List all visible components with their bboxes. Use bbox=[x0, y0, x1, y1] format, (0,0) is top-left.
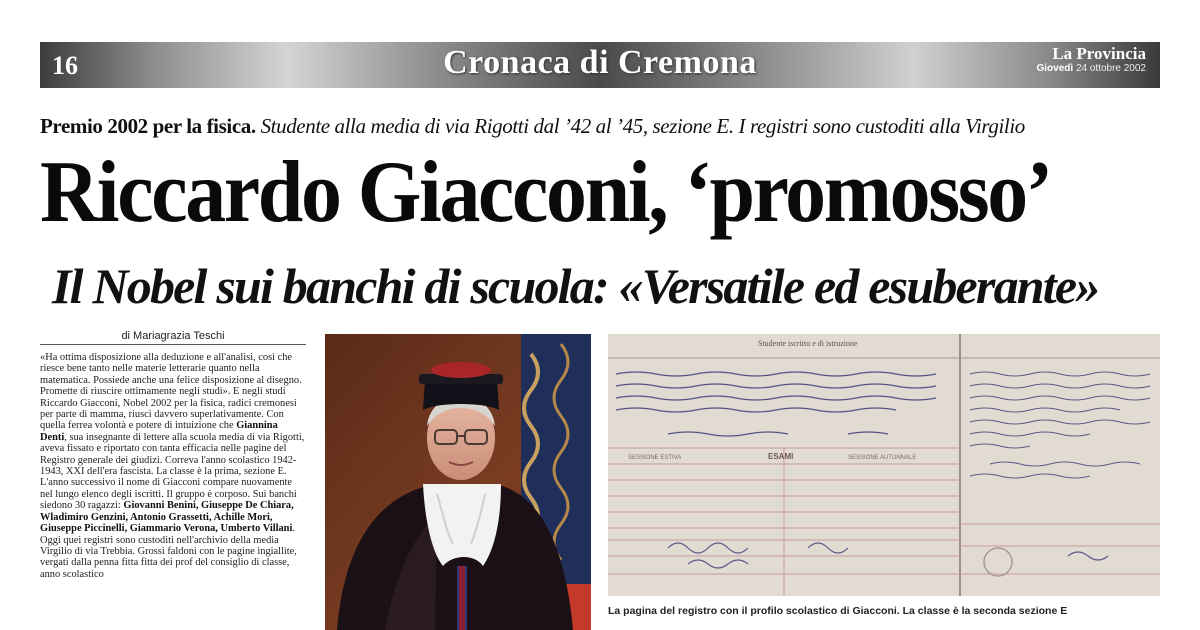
subheadline: Il Nobel sui banchi di scuola: «Versatile ed esuberante» bbox=[52, 258, 1099, 314]
issue-weekday: Giovedì bbox=[1036, 63, 1074, 74]
page-number: 16 bbox=[52, 51, 78, 80]
register-header-title: Studente iscritto e di istruzione bbox=[758, 339, 858, 348]
newspaper-name: La Provincia bbox=[1052, 44, 1146, 63]
register-caption: La pagina del registro con il profilo scolastico di Giacconi. La classe è la seconda sezione E bbox=[608, 605, 1068, 617]
school-register-photo bbox=[608, 334, 1160, 596]
kicker bbox=[40, 114, 1180, 139]
body-part-2: , sua insegnante di lettere alla scuola media di via Rigotti, aveva fissato e riportato con tanta efficacia nelle pagine del Registro generale dei giudizi. Correva l'anno scolastico 1942-1943, XXI dell'era fascista. La classe è la prima, sezione E. L'anno successivo il nome di Giacconi compare nuovamente nel lungo elenco degli iscritti. Il gruppo è corposo. Sui banchi siedono 30 ragazzi: bbox=[40, 431, 305, 512]
register-exams-label: ESAMI bbox=[768, 452, 794, 461]
giacconi-portrait-photo bbox=[325, 334, 591, 630]
article-body bbox=[40, 352, 306, 622]
headline: Riccardo Giacconi, ‘promosso’ bbox=[40, 144, 1051, 241]
register-summer-session: SESSIONE ESTIVA bbox=[628, 455, 682, 461]
section-title: Cronaca di Cremona bbox=[443, 44, 757, 81]
body-part-1: «Ha ottima disposizione alla deduzione e all'analisi, così che riesce bene tanto nelle materie letterarie quanto nella matematica. Possiede anche una felice disposizione al disegno. Promette di riuscire ottimamente negli studi». E negli studi Riccardo Giacconi, Nobel 2002 per la fisica, radici cremonesi per parte di mamma, riuscì davvero superlativamente. Con quella ferrea volontà e potere di intuizione che bbox=[40, 352, 302, 432]
student-names: Giovanni Benini, Giuseppe De Chiara, Wladimiro Genzini, Antonio Grassetti, Achille Mori, Giuseppe Piccinelli, Giammario Verona, Umberto Villani bbox=[40, 500, 294, 535]
register-autumn-session: SESSIONE AUTUNNALE bbox=[848, 455, 917, 461]
masthead bbox=[1036, 45, 1146, 75]
byline: di Mariagrazia Teschi bbox=[40, 330, 306, 345]
teacher-name: Giannina Denti bbox=[40, 420, 278, 443]
kicker-italic: Studente alla media di via Rigotti dal ’42 al ’45, sezione E. I registri sono custoditi alla Virgilio bbox=[260, 114, 1025, 138]
issue-date bbox=[1036, 63, 1146, 75]
issue-date-text: 24 ottobre 2002 bbox=[1075, 63, 1146, 74]
body-part-3: . Oggi quei registri sono custoditi nell'archivio della media Virgilio di via Trebbia. Grossi faldoni con le pagine ingiallite, vergati dalla penna fitta fitta dei prof del consiglio di classe, anno scolastico bbox=[40, 523, 297, 580]
kicker-bold: Premio 2002 per la fisica. bbox=[40, 114, 256, 138]
